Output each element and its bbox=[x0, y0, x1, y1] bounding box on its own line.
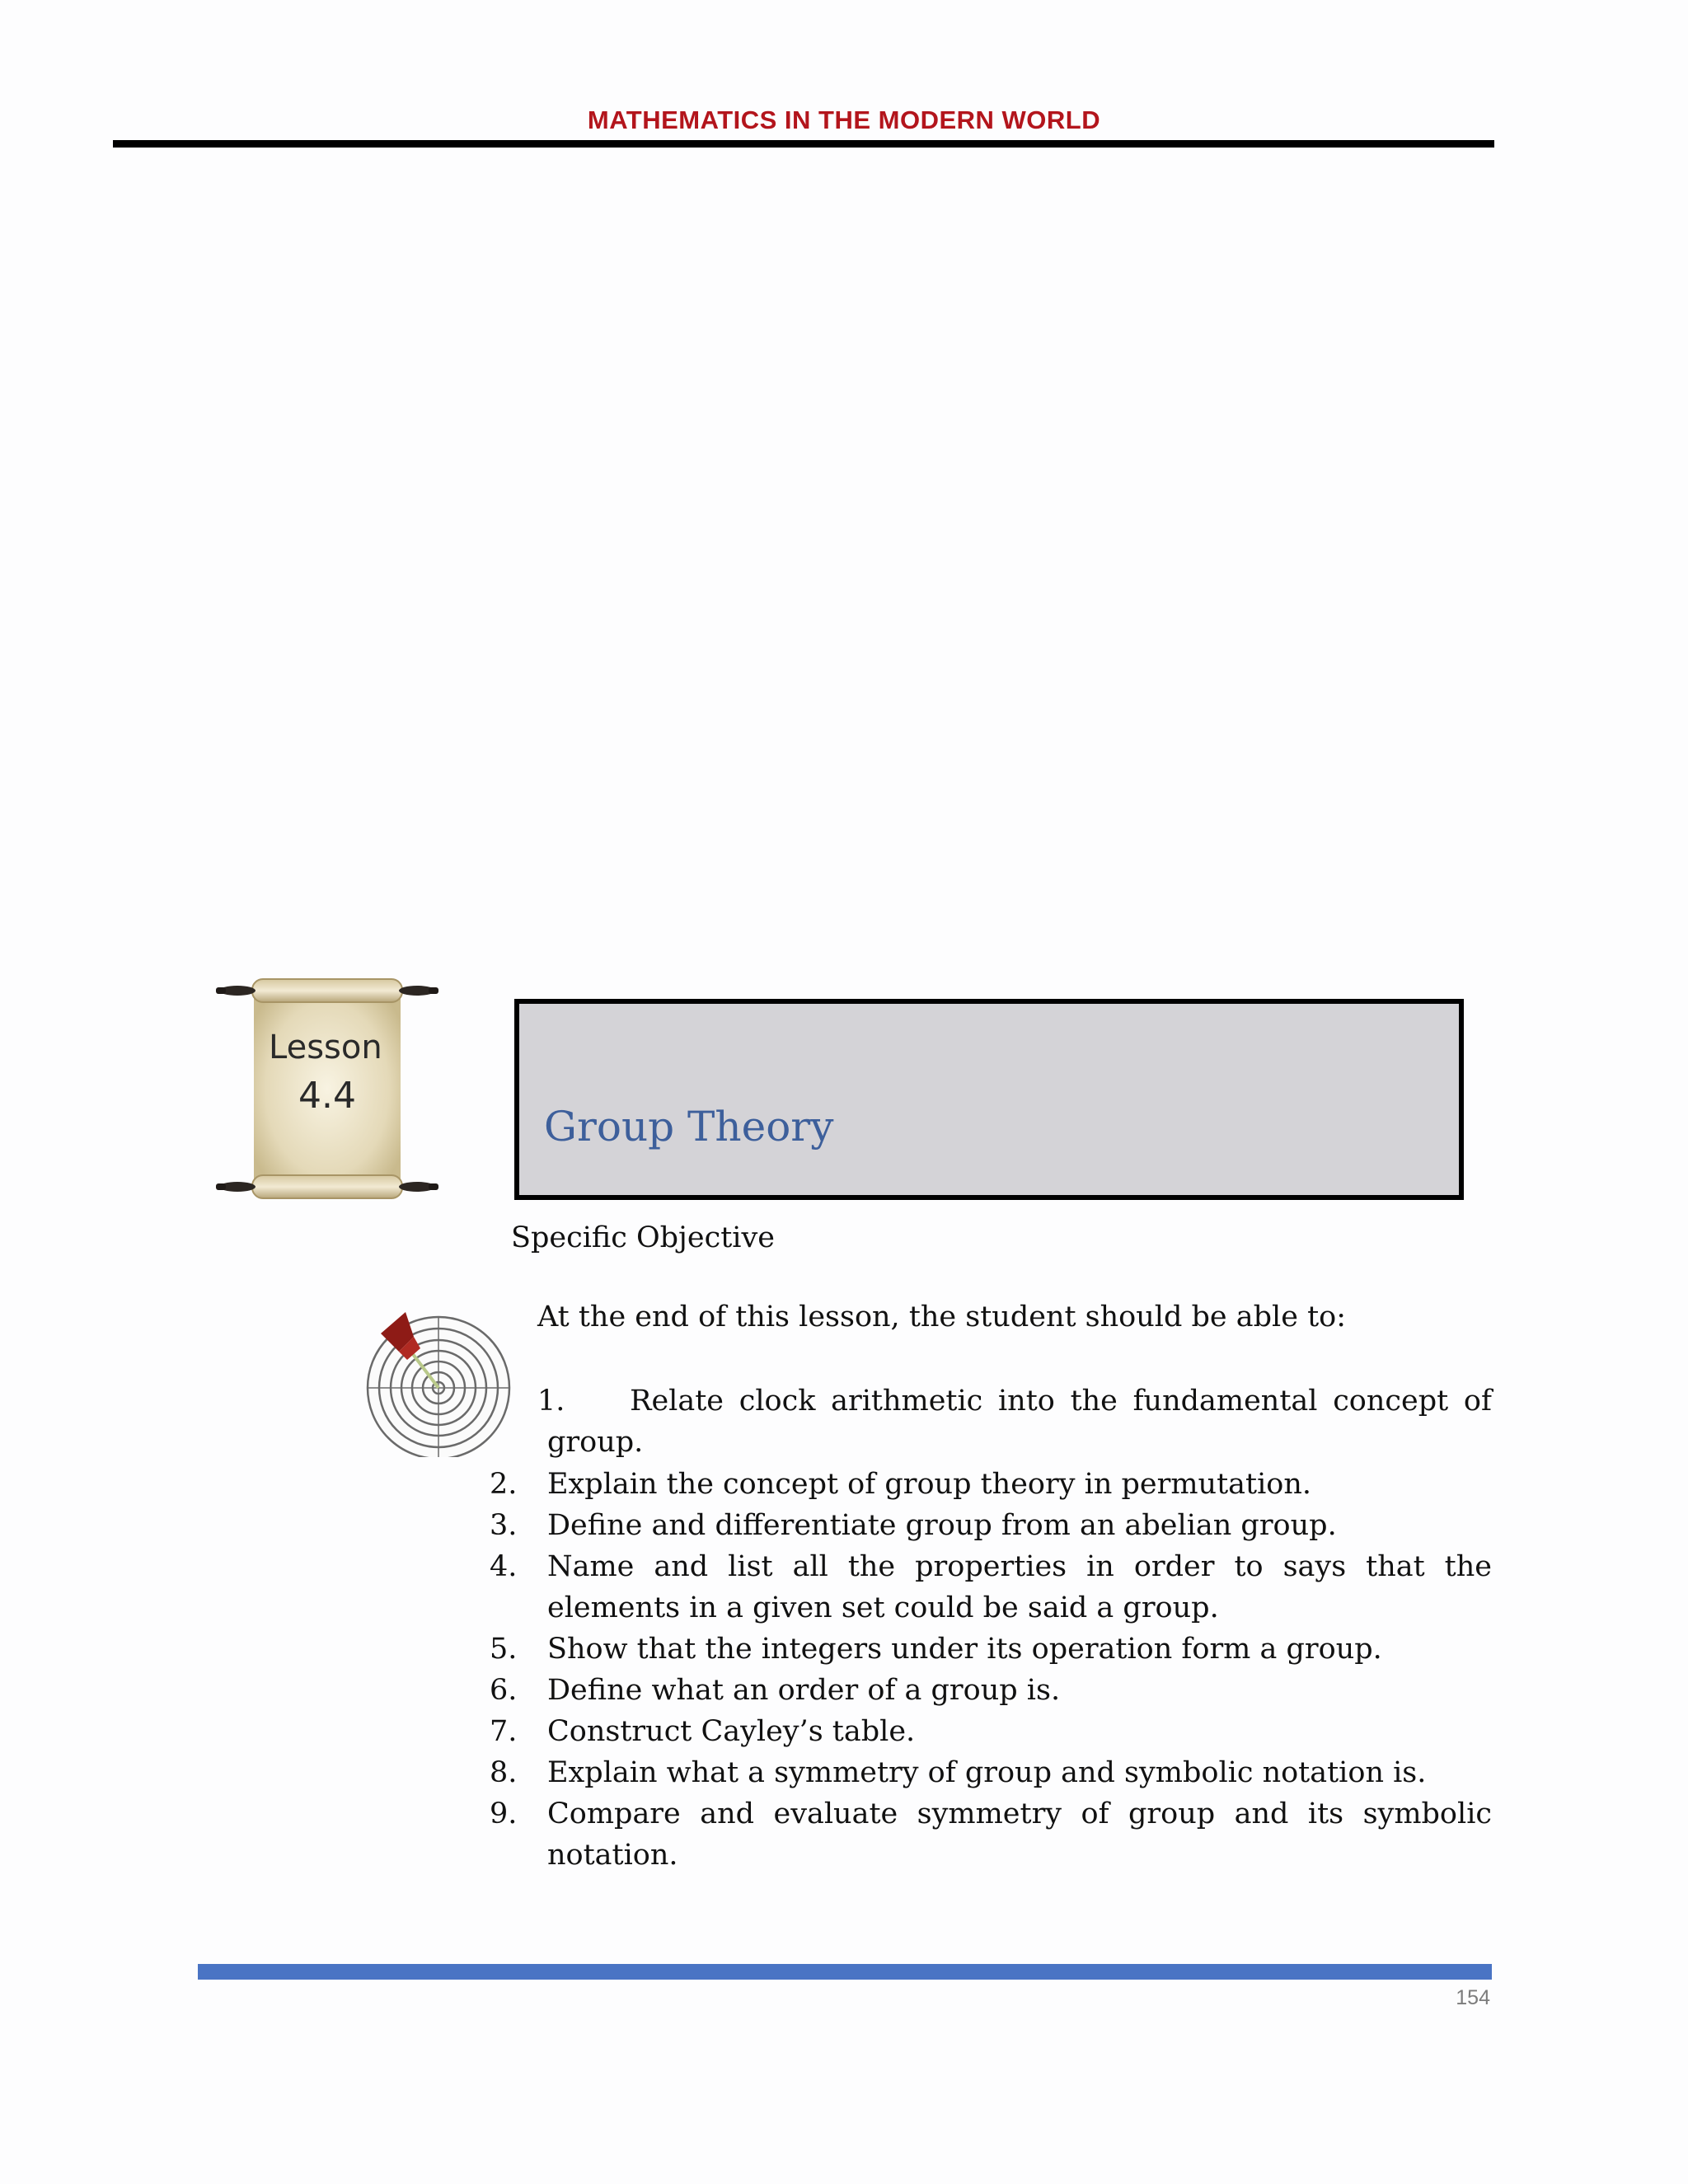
objective-item-9 bbox=[490, 1793, 1492, 1876]
objective-item-3 bbox=[490, 1505, 1492, 1546]
objective-text: Explain what a symmetry of group and symbolic notation is. bbox=[547, 1756, 1427, 1789]
objective-text: Name and list all the properties in order to says that the elements in a given set could be said a group. bbox=[547, 1550, 1492, 1624]
objective-word: into bbox=[997, 1385, 1055, 1418]
lesson-title-box bbox=[514, 999, 1464, 1200]
objective-number: 2. bbox=[490, 1468, 518, 1501]
page-number: 154 bbox=[1456, 1986, 1490, 2009]
lesson-title: Group Theory bbox=[544, 1103, 834, 1151]
objective-item-6 bbox=[490, 1670, 1492, 1711]
objective-word: fundamental bbox=[1132, 1385, 1318, 1418]
objective-text: Construct Cayley’s table. bbox=[547, 1715, 916, 1748]
objective-number: 1. bbox=[537, 1385, 565, 1418]
objective-word: concept bbox=[1333, 1385, 1449, 1418]
objective-item-1 bbox=[537, 1380, 1492, 1463]
objective-text: Define and differentiate group from an abelian group. bbox=[547, 1509, 1337, 1542]
objectives-list bbox=[490, 1464, 1492, 1876]
objective-number: 3. bbox=[490, 1509, 518, 1542]
objective-text: Explain the concept of group theory in permutation. bbox=[547, 1468, 1312, 1501]
target-icon bbox=[366, 1309, 514, 1457]
objective-number: 4. bbox=[490, 1550, 518, 1583]
objectives-intro: At the end of this lesson, the student should be able to: bbox=[537, 1301, 1346, 1333]
objective-item-5 bbox=[490, 1629, 1492, 1670]
objective-word: of bbox=[1463, 1385, 1492, 1418]
objective-word: Relate bbox=[630, 1385, 724, 1418]
objective-heading: Specific Objective bbox=[511, 1221, 775, 1254]
objective-item-4 bbox=[490, 1546, 1492, 1629]
objective-text: Show that the integers under its operation form a group. bbox=[547, 1633, 1382, 1666]
objective-item-2 bbox=[490, 1464, 1492, 1505]
objective-number: 7. bbox=[490, 1715, 518, 1748]
objective-number: 5. bbox=[490, 1633, 518, 1666]
objective-number: 6. bbox=[490, 1674, 518, 1707]
objective-word: the bbox=[1070, 1385, 1118, 1418]
objective-text: Compare and evaluate symmetry of group and its symbolic notation. bbox=[547, 1797, 1492, 1872]
objective-item-7 bbox=[490, 1711, 1492, 1752]
objective-word: arithmetic bbox=[831, 1385, 983, 1418]
header-divider bbox=[113, 140, 1494, 148]
objective-word: clock bbox=[738, 1385, 816, 1418]
objective-number: 9. bbox=[490, 1797, 518, 1830]
lesson-number: 4.4 bbox=[298, 1075, 356, 1117]
lesson-label: Lesson bbox=[269, 1029, 382, 1066]
objective-number: 8. bbox=[490, 1756, 518, 1789]
scroll-icon bbox=[213, 969, 442, 1208]
footer-bar bbox=[198, 1964, 1492, 1980]
objective-item-8 bbox=[490, 1752, 1492, 1793]
objective-text: Define what an order of a group is. bbox=[547, 1674, 1061, 1707]
objective-continuation: group. bbox=[547, 1426, 644, 1459]
running-header: MATHEMATICS IN THE MODERN WORLD bbox=[587, 105, 1101, 134]
